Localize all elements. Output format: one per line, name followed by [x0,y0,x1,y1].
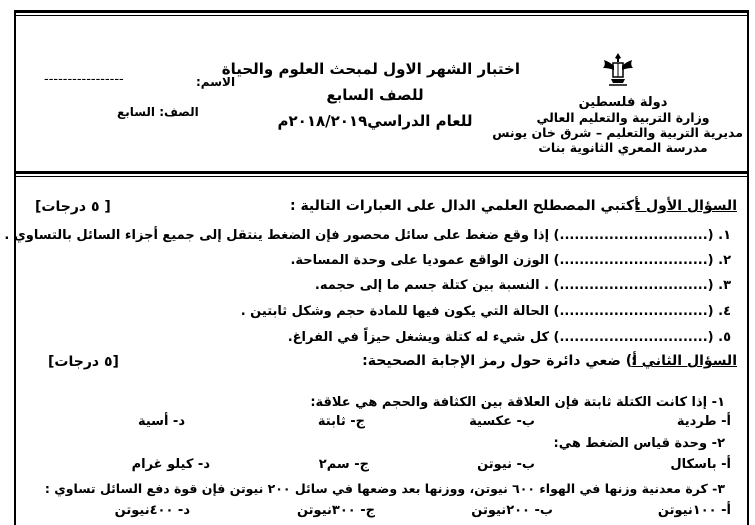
directorate-name: مديرية التربية والتعليم – شرق خان يونس [492,125,743,140]
top-border [14,10,749,13]
q2-question-3: ٣- كرة معدنية وزنها في الهواء ٦٠٠ نيوتن، ووزنها بعد وضعها في سائل ٢٠٠ نيوتن فإن قوة دفع السائل تساوي : [44,481,725,496]
q1-item-1: ١. (..............................) إذا وقع ضغط على سائل محصور فإن الضغط ينتقل إلى جميع أجزاء السائل بالتساوي . [4,228,731,243]
q1-instruction: أكتبي المصطلح العلمي الدال على العبارات التالية : [289,198,639,214]
q1-item-5: ٥. (..............................) كل شيء له كتلة ويشغل حيزاً في الفراغ. [287,330,731,345]
school-info [492,95,743,155]
q2-q1-option-c[interactable]: ج- ثابتة [317,414,365,429]
school-name: مدرسة المعري الثانوية بنات [538,140,708,155]
left-border [14,10,16,525]
q1-item-3: ٣. (..............................) . النسبة بين كتلة جسم ما إلى حجمه. [314,278,731,293]
q2-q3-option-c[interactable]: ج- ٣٠٠نيوتن [296,503,375,518]
exam-heading [221,56,520,134]
q2-q2-option-a[interactable]: أ- باسكال [670,457,731,472]
eagle-emblem-icon [600,50,636,88]
academic-year: للعام الدراسي٢٠١٨/٢٠١٩م [277,112,473,130]
q2-q1-option-b[interactable]: ب- عكسية [469,414,535,429]
q2-q2-option-c[interactable]: ج- سم٢ [318,457,369,472]
q1-item-4: ٤. (..............................) الحالة التي يكون فيها للمادة حجم وشكل ثابتين . [240,304,731,319]
header-separator-thin [14,176,749,177]
name-label: الاسم: [196,75,236,89]
class-label: الصف: السابع [117,105,199,119]
q2-q1-option-a[interactable]: أ- طردية [676,414,731,429]
q2-marks: [٥ درجات] [48,354,119,370]
ministry-name: وزارة التربية والتعليم العالي [536,110,710,125]
q1-title: السؤال الأول : [635,198,737,214]
q1-marks: [٥ درجات ] [35,199,111,215]
q2-q3-option-d[interactable]: د- ٤٠٠نيوتن [114,503,190,518]
q2-question-2: ٢- وحدة قياس الضغط هي: [553,436,725,451]
q2-q2-option-d[interactable]: د- كيلو غرام [131,457,210,472]
header-separator [14,171,749,174]
grade-title: للصف السابع [326,86,424,104]
top-border-thin [14,15,749,16]
q2-q2-option-b[interactable]: ب- نيوتن [477,457,535,472]
name-blank[interactable]: ----------------- [44,72,124,87]
right-border [747,10,749,525]
q2-q1-option-d[interactable]: د- أسية [137,414,185,429]
state-name: دولة فلسطين [578,95,668,110]
q2-q3-option-b[interactable]: ب- ٢٠٠نيوتن [471,503,553,518]
q2-instruction: أ) ضعي دائرة حول رمز الإجابة الصحيحة: [362,353,637,369]
q2-question-1: ١- إذا كانت الكتلة ثابتة فإن العلاقة بين الكثافة والحجم هي علاقة: [310,395,725,410]
exam-title: اختبار الشهر الاول لمبحث العلوم والحياة [221,60,520,78]
q2-title: السؤال الثاني : [631,353,737,369]
q2-q3-option-a[interactable]: أ- ١٠٠نيوتن [657,503,731,518]
q1-item-2: ٢. (..............................) الوزن الواقع عموديا على وحدة المساحة. [290,253,731,268]
